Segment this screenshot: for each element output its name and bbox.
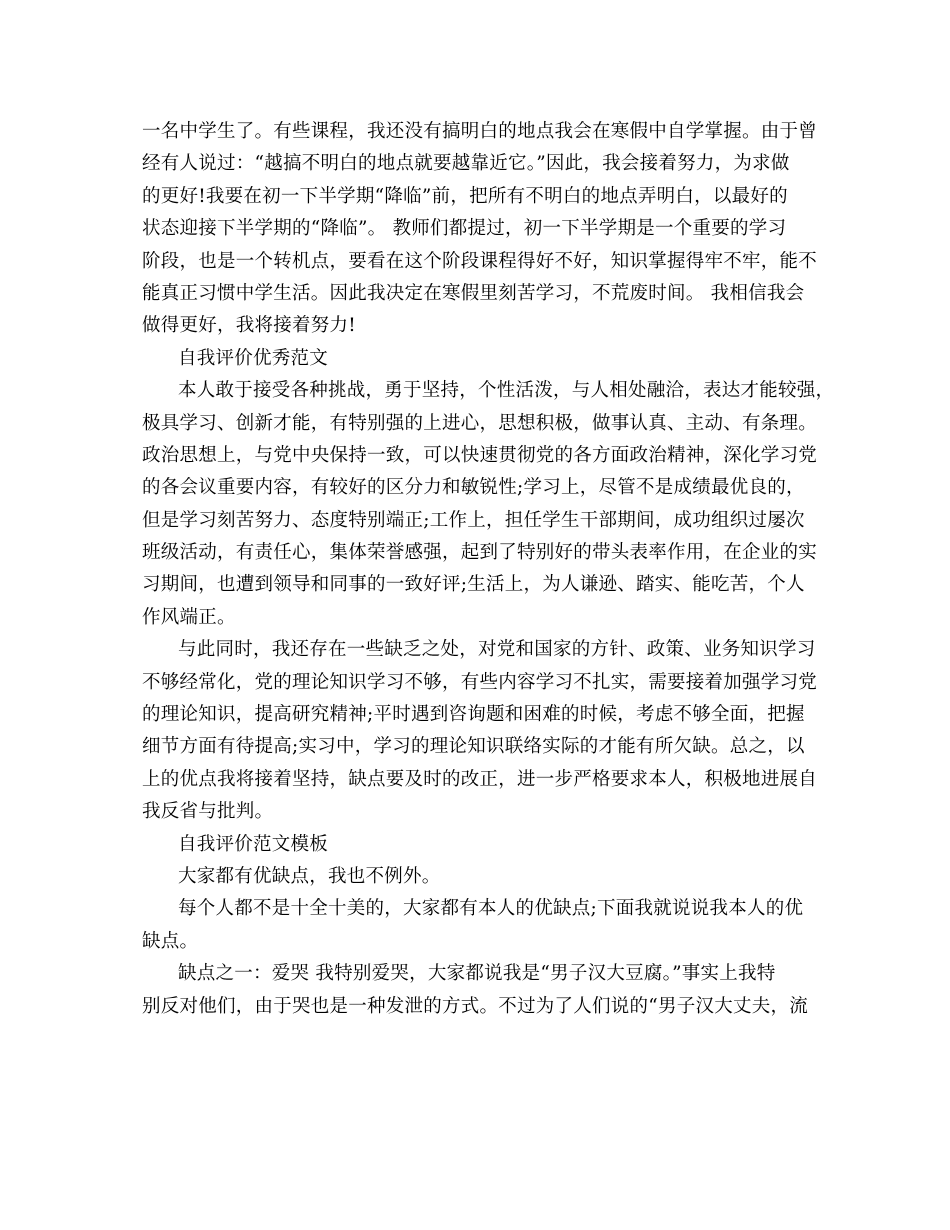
text-line: 阶段，也是一个转机点，要看在这个阶段课程得好不好，知识掌握得牢不牢，能不 <box>142 250 818 272</box>
text-line: 细节方面有待提高;实习中，学习的理论知识联络实际的才能有所欠缺。总之，以 <box>142 736 805 758</box>
text-line: 能真正习惯中学生活。因此我决定在寒假里刻苦学习，不荒废时间。 我相信我会 <box>142 282 805 304</box>
text-line: 每个人都不是十全十美的，大家都有本人的优缺点;下面我就说说我本人的优 <box>178 898 804 920</box>
text-line: 缺点之一：爱哭 我特别爱哭，大家都说我是“男子汉大豆腐。”事实上我特 <box>178 963 776 985</box>
text-line: 作风端正。 <box>142 606 236 628</box>
text-line: 习期间，也遭到领导和同事的一致好评;生活上，为人谦逊、踏实、能吃苦，个人 <box>142 574 805 596</box>
text-line: 别反对他们，由于哭也是一种发泄的方式。不过为了人们说的“男子汉大丈夫，流 <box>142 995 808 1017</box>
text-line: 自我评价范文模板 <box>178 833 329 855</box>
text-line: 的更好!我要在初一下半学期“降临”前，把所有不明白的地点弄明白，以最好的 <box>142 185 788 207</box>
text-line: 不够经常化，党的理论知识学习不够，有些内容学习不扎实，需要接着加强学习党 <box>142 671 818 693</box>
text-line: 经有人说过：“越搞不明白的地点就要越靠近它。”因此，我会接着努力，为求做 <box>142 153 790 175</box>
text-line: 缺点。 <box>142 930 199 952</box>
text-line: 我反省与批判。 <box>142 801 274 823</box>
text-line: 状态迎接下半学期的“降临”。 教师们都提过，初一下半学期是一个重要的学习 <box>142 218 787 240</box>
text-line: 做得更好，我将接着努力! <box>142 315 356 337</box>
text-line: 大家都有优缺点，我也不例外。 <box>178 865 441 887</box>
text-line: 但是学习刻苦努力、态度特别端正;工作上，担任学生干部期间，成功组织过屡次 <box>142 509 805 531</box>
text-line: 上的优点我将接着坚持，缺点要及时的改正，进一步严格要求本人，积极地进展自 <box>142 768 818 790</box>
text-line: 的理论知识，提高研究精神;平时遇到咨询题和困难的时候，考虑不够全面，把握 <box>142 704 805 726</box>
text-line: 本人敢于接受各种挑战，勇于坚持，个性活泼，与人相处融洽，表达才能较强， <box>178 380 835 402</box>
document-body <box>142 116 835 1023</box>
text-line: 极具学习、创新才能，有特别强的上进心，思想积极，做事认真、主动、有条理。 <box>142 412 818 434</box>
text-line: 政治思想上，与党中央保持一致，可以快速贯彻党的各方面政治精神，深化学习党 <box>142 444 818 466</box>
text-line: 的各会议重要内容，有较好的区分力和敏锐性;学习上，尽管不是成绩最优良的， <box>142 477 805 499</box>
text-line: 自我评价优秀范文 <box>178 347 329 369</box>
text-line: 班级活动，有责任心，集体荣誉感强，起到了特别好的带头表率作用，在企业的实 <box>142 542 818 564</box>
text-line: 与此同时，我还存在一些缺乏之处，对党和国家的方针、政策、业务知识学习 <box>178 639 816 661</box>
text-line: 一名中学生了。有些课程，我还没有搞明白的地点我会在寒假中自学掌握。由于曾 <box>142 121 818 142</box>
